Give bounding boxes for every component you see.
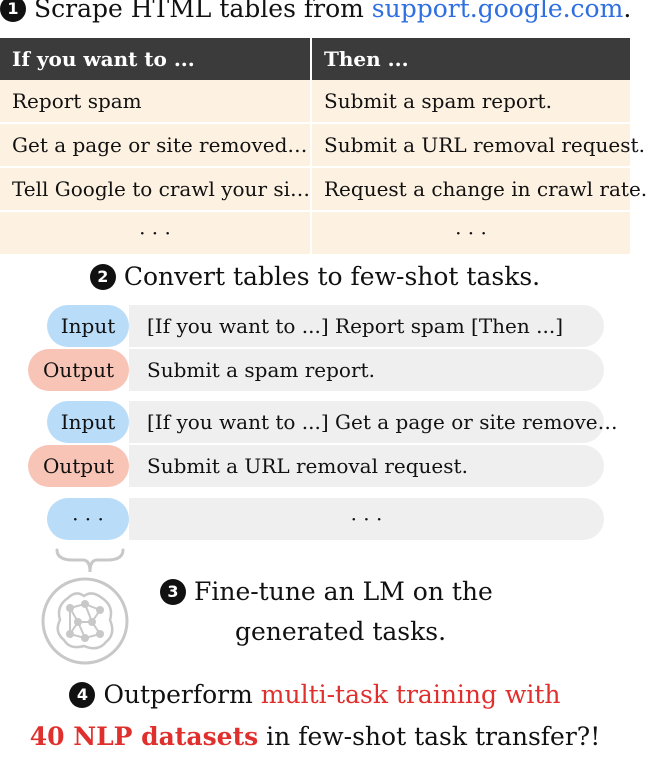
step4-caption xyxy=(0,674,630,758)
input-pill: Input xyxy=(47,305,129,347)
fewshot-row xyxy=(0,349,630,391)
step1-caption xyxy=(0,0,630,23)
table-header-cell: Then ... xyxy=(312,38,630,80)
table-cell: Request a change in crawl rate. xyxy=(312,168,630,210)
brace-icon xyxy=(55,548,125,574)
step2-number: 2 xyxy=(90,264,116,290)
fewshot-ellipsis: · · · xyxy=(129,498,604,540)
support-link[interactable]: support.google.com xyxy=(371,0,624,23)
table-ellipsis-cell: · · · xyxy=(0,212,310,254)
fewshot-text: [If you want to ...] Get a page or site remove… xyxy=(129,401,604,443)
fewshot-row xyxy=(0,445,630,487)
table-cell: Get a page or site removed… xyxy=(0,124,310,166)
fewshot-row xyxy=(0,498,630,540)
step2-caption xyxy=(0,262,630,291)
ellipsis-pill: · · · xyxy=(47,498,129,540)
table-header-cell: If you want to ... xyxy=(0,38,310,80)
step1-end: . xyxy=(623,0,632,23)
table-ellipsis-cell: · · · xyxy=(312,212,630,254)
fewshot-text: Submit a URL removal request. xyxy=(129,445,604,487)
step1-number: 1 xyxy=(0,0,26,22)
step1-text: Scrape HTML tables from xyxy=(34,0,372,23)
step3-number: 3 xyxy=(160,579,186,605)
step2-text: Convert tables to few-shot tasks. xyxy=(123,262,541,291)
table-cell: Submit a spam report. xyxy=(312,80,630,122)
input-pill: Input xyxy=(47,401,129,443)
table-cell: Tell Google to crawl your si… xyxy=(0,168,310,210)
step3-line2: generated tasks. xyxy=(235,617,447,646)
step4-line1 xyxy=(0,674,630,716)
table-row xyxy=(0,124,645,166)
step4-number: 4 xyxy=(69,682,95,708)
fewshot-text: [If you want to ...] Report spam [Then ...] xyxy=(129,305,604,347)
scraped-table xyxy=(0,38,647,254)
neural-network-icon xyxy=(40,576,130,666)
step4-pre: Outperform xyxy=(103,680,261,709)
table-header-row xyxy=(0,38,630,80)
table-cell: Report spam xyxy=(0,80,310,122)
step3-line1: Fine-tune an LM on the xyxy=(194,577,493,606)
table-row xyxy=(0,212,630,254)
table-row xyxy=(0,168,647,210)
step4-line2 xyxy=(0,716,630,758)
output-pill: Output xyxy=(28,349,129,391)
fewshot-row xyxy=(0,401,630,443)
step4-highlight2: 40 NLP datasets xyxy=(29,722,259,751)
fewshot-text: Submit a spam report. xyxy=(129,349,604,391)
step3-caption xyxy=(160,572,493,652)
step4-highlight1: multi-task training with xyxy=(260,680,561,709)
table-cell: Submit a URL removal request. xyxy=(312,124,630,166)
fewshot-row xyxy=(0,305,630,347)
output-pill: Output xyxy=(28,445,129,487)
step4-post: in few-shot task transfer?! xyxy=(258,722,601,751)
table-row xyxy=(0,80,630,122)
